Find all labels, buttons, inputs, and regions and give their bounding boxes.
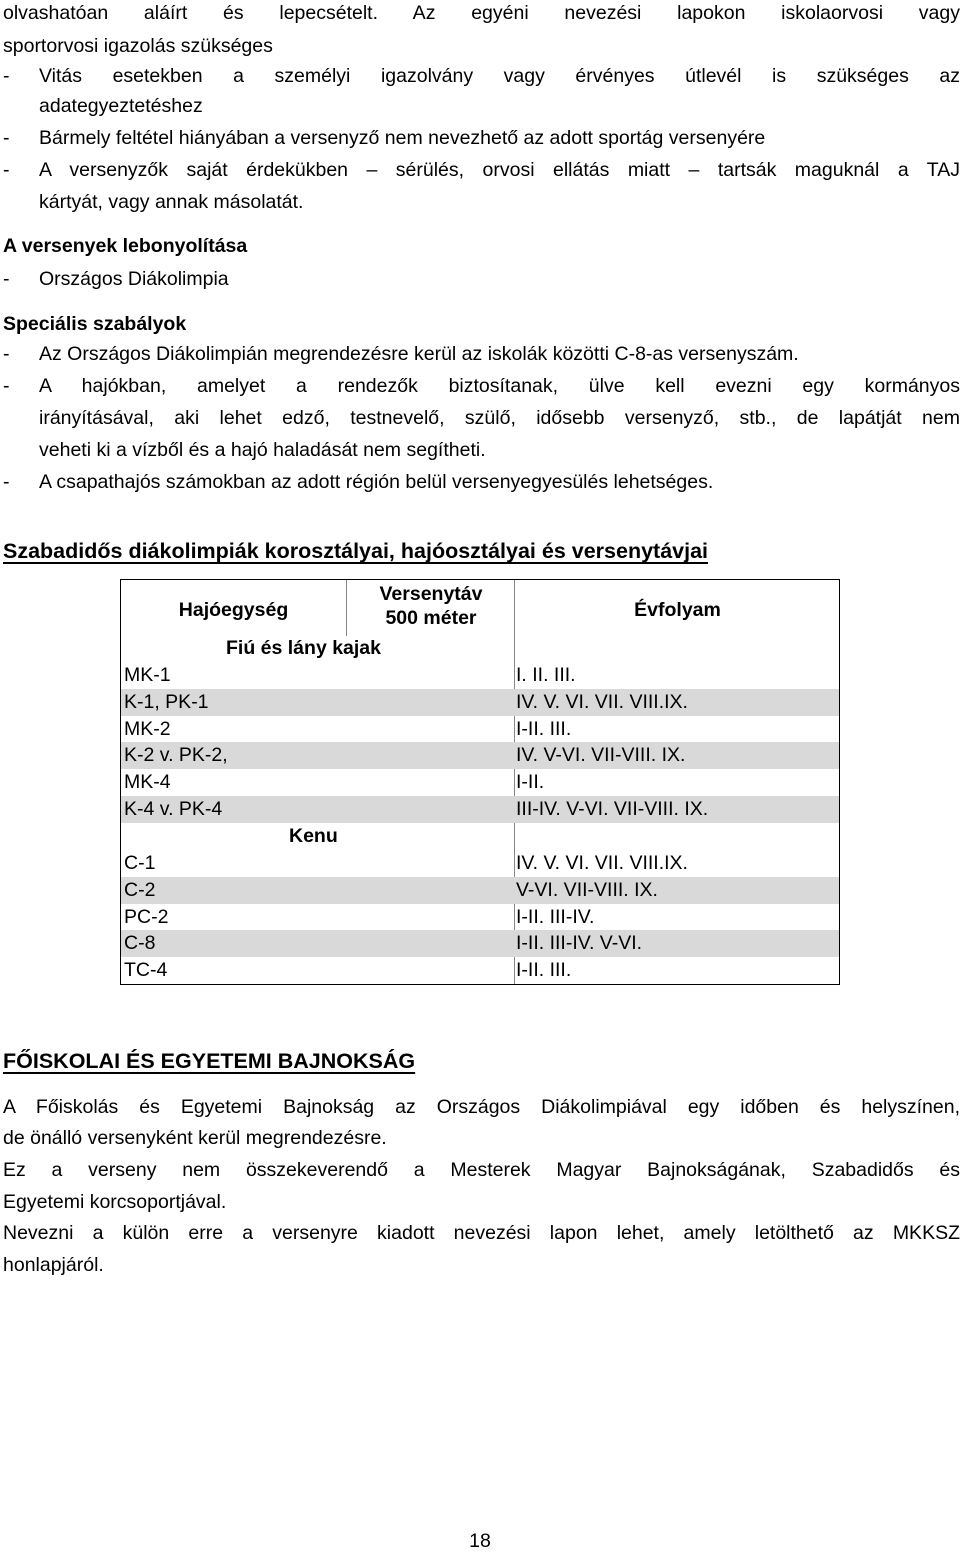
table-row <box>121 904 839 931</box>
specialis-item-2-line-b: irányításával, aki lehet edző, testnevelő, szülő, idősebb versenyző, stb., de lapátját nem <box>39 407 960 429</box>
dash: - <box>3 127 10 149</box>
cell-hajoegyseg: MK-1 <box>124 664 171 686</box>
lebonyolitas-item: Országos Diákolimpia <box>39 268 229 290</box>
cell-evfolyam: III-IV. V-VI. VII-VIII. IX. <box>516 798 709 820</box>
cell-hajoegyseg: MK-2 <box>124 717 171 740</box>
table-title: Szabadidős diákolimpiák korosztályai, hajóosztályai és versenytávjai <box>3 539 709 563</box>
cell-hajoegyseg: K-2 v. PK-2, <box>124 744 228 767</box>
cell-hajoegyseg: K-4 v. PK-4 <box>124 798 223 820</box>
table-row <box>121 877 839 904</box>
table-row <box>121 662 839 689</box>
cell-hajoegyseg: PC-2 <box>124 905 169 928</box>
header-evfolyam: Évfolyam <box>634 599 721 621</box>
foiskolai-p1-line-b: de önálló versenyként kerül megrendezésre. <box>3 1127 387 1149</box>
cell-hajoegyseg: C-2 <box>124 878 156 901</box>
dash: - <box>3 65 10 87</box>
foiskolai-p2-line-a: Ez a verseny nem összekeverendő a Mesterek Magyar Bajnokságának, Szabadidős és <box>3 1159 960 1181</box>
cell-evfolyam: I. II. III. <box>516 664 576 686</box>
cell-hajoegyseg: TC-4 <box>124 959 168 982</box>
section-heading-lebonyolitas: A versenyek lebonyolítása <box>3 235 248 257</box>
bullet-1-line-a: Vitás esetekben a személyi igazolvány vagy érvényes útlevél is szükséges az <box>39 65 960 87</box>
table-row <box>121 742 839 769</box>
top-line-2: sportorvosi igazolás szükséges <box>3 35 273 57</box>
competition-table <box>120 579 840 985</box>
cell-evfolyam: I-II. III-IV. <box>516 905 595 928</box>
specialis-item-2-line-c: veheti ki a vízből és a hajó haladását nem segítheti. <box>39 439 486 461</box>
dash: - <box>3 375 10 397</box>
header-distance: 500 méter <box>385 607 477 630</box>
section-kajak: Fiú és lány kajak <box>226 637 382 659</box>
cell-evfolyam: V-VI. VII-VIII. IX. <box>516 878 658 901</box>
section-heading-foiskolai: FŐISKOLAI ÉS EGYETEMI BAJNOKSÁG <box>3 1049 416 1073</box>
cell-hajoegyseg: K-1, PK-1 <box>124 690 209 713</box>
header-versenytav-label: Versenytáv <box>379 583 483 605</box>
table-row <box>121 930 839 957</box>
cell-hajoegyseg: C-8 <box>124 932 156 955</box>
table-row <box>121 689 839 716</box>
table-row <box>121 716 839 743</box>
specialis-item-2-line-a: A hajókban, amelyet a rendezők biztosítanak, ülve kell evezni egy kormányos <box>39 375 960 397</box>
cell-evfolyam: I-II. III. <box>516 959 572 982</box>
section-kenu: Kenu <box>289 825 338 847</box>
cell-evfolyam: I-II. III. <box>516 717 572 740</box>
foiskolai-p3-line-a: Nevezni a külön erre a versenyre kiadott nevezési lapon lehet, amely letölthető az MKKSZ <box>3 1222 960 1244</box>
bullet-3-line-b: kártyát, vagy annak másolatát. <box>39 191 304 213</box>
specialis-item-3: A csapathajós számokban az adott régión belül versenyegyesülés lehetséges. <box>39 471 714 493</box>
cell-hajoegyseg: C-1 <box>124 852 156 874</box>
bullet-1-line-b: adategyeztetéshez <box>39 95 203 117</box>
foiskolai-p1-line-a: A Főiskolás és Egyetemi Bajnokság az Országos Diákolimpiával egy időben és helyszínen, <box>3 1096 960 1118</box>
cell-hajoegyseg: MK-4 <box>124 771 171 794</box>
cell-evfolyam: IV. V. VI. VII. VIII.IX. <box>516 852 688 874</box>
section-heading-specialis: Speciális szabályok <box>3 313 187 335</box>
column-divider <box>346 580 347 636</box>
table-row <box>121 769 839 796</box>
table-row <box>121 850 839 877</box>
page-number: 18 <box>469 1530 491 1552</box>
header-versenytav <box>346 582 516 631</box>
foiskolai-p3-line-b: honlapjáról. <box>3 1254 104 1276</box>
dash: - <box>3 343 10 365</box>
header-hajoegyseg: Hajóegység <box>178 599 289 621</box>
dash: - <box>3 159 10 181</box>
cell-evfolyam: I-II. III-IV. V-VI. <box>516 932 643 955</box>
top-line-1: olvashatóan aláírt és lepecsételt. Az egyéni nevezési lapokon iskolaorvosi vagy <box>3 2 960 24</box>
foiskolai-p2-line-b: Egyetemi korcsoportjával. <box>3 1191 227 1213</box>
dash: - <box>3 471 10 493</box>
table-row <box>121 957 839 984</box>
cell-evfolyam: IV. V. VI. VII. VIII.IX. <box>516 690 688 713</box>
bullet-3-line-a: A versenyzők saját érdekükben – sérülés, orvosi ellátás miatt – tartsák maguknál a TAJ <box>39 159 960 181</box>
dash: - <box>3 268 10 290</box>
table-row <box>121 796 839 823</box>
bullet-2: Bármely feltétel hiányában a versenyző nem nevezhető az adott sportág versenyére <box>39 127 766 149</box>
cell-evfolyam: I-II. <box>516 771 545 794</box>
cell-evfolyam: IV. V-VI. VII-VIII. IX. <box>516 744 686 767</box>
specialis-item-1: Az Országos Diákolimpián megrendezésre kerül az iskolák közötti C-8-as versenyszám. <box>39 343 799 365</box>
